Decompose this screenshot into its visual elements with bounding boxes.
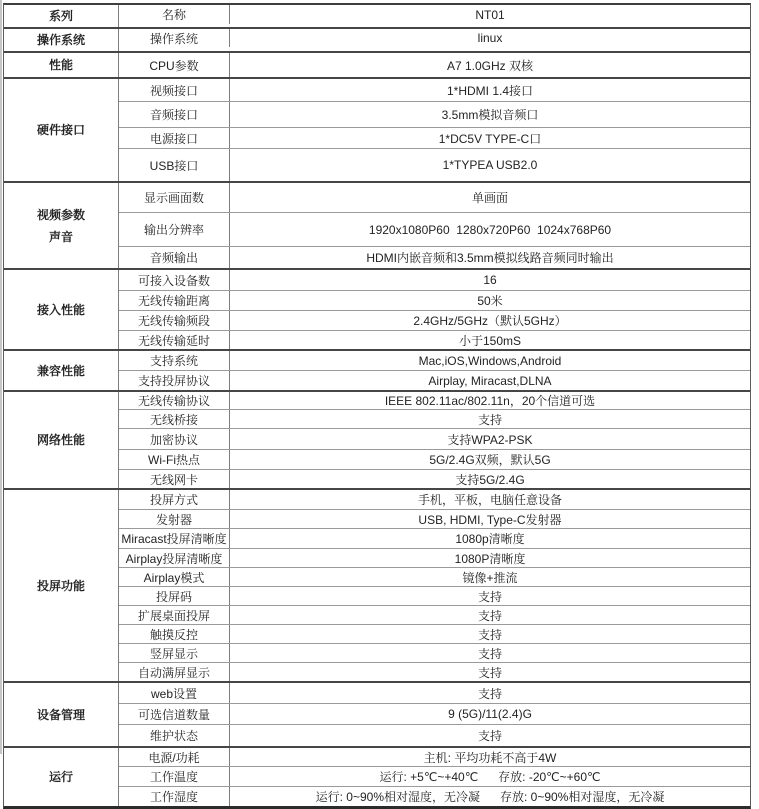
table-row <box>119 330 750 349</box>
spec-value-cell: NT01 <box>475 7 505 22</box>
category-cell: 运行 <box>4 748 119 806</box>
spec-value-cell: Mac,iOS,Windows,Android <box>418 353 562 368</box>
spec-section <box>4 51 750 77</box>
spec-section <box>4 349 750 390</box>
spec-value-cell: Airplay, Miracast,DLNA <box>428 373 552 388</box>
section-rows <box>119 29 750 51</box>
spec-name-cell: 工作湿度 <box>119 787 230 806</box>
category-cell: 投屏功能 <box>4 490 119 681</box>
spec-name-cell: Airplay模式 <box>119 568 230 586</box>
spec-value-cell: HDMI内嵌音频和3.5mm模拟线路音频同时输出 <box>366 251 614 266</box>
spec-section <box>4 390 750 488</box>
spec-name-cell: 发射器 <box>119 510 230 528</box>
table-row <box>119 605 750 624</box>
spec-value-cell: 9 (5G)/11(2.4)G <box>448 707 532 722</box>
spec-name-cell: CPU参数 <box>119 53 230 77</box>
table-row <box>119 624 750 643</box>
table-row <box>119 703 750 724</box>
spec-name-cell: 电源接口 <box>119 128 230 148</box>
table-row <box>119 270 750 290</box>
table-row <box>119 127 750 148</box>
table-row <box>119 748 750 766</box>
spec-value-cell: 支持 <box>477 646 502 661</box>
spec-name-cell: Airplay投屏清晰度 <box>119 549 230 567</box>
spec-value-cell: IEEE 802.11ac/802.11n，20个信道可选 <box>384 394 596 409</box>
table-row <box>119 351 750 370</box>
table-row <box>119 5 750 24</box>
table-row <box>119 548 750 567</box>
spec-name-cell: 无线传输距离 <box>119 291 230 310</box>
spec-name-cell: 可选信道数量 <box>119 704 230 724</box>
spec-value-cell: 5G/2.4G双频，默认5G <box>429 453 551 468</box>
spec-value-cell: 运行: 0~90%相对湿度，无冷凝 存放: 0~90%相对湿度，无冷凝 <box>315 790 665 805</box>
table-row <box>119 528 750 548</box>
table-row <box>119 469 750 488</box>
table-row <box>119 148 750 181</box>
spec-value-cell: 单画面 <box>471 191 508 206</box>
table-row <box>119 212 750 246</box>
category-cell: 兼容性能 <box>4 351 119 390</box>
spec-name-cell: 操作系统 <box>119 29 230 47</box>
spec-value-cell: 1920x1080P60 1280x720P60 1024x768P60 <box>368 222 612 237</box>
spec-name-cell: 扩展桌面投屏 <box>119 606 230 624</box>
table-row <box>119 490 750 509</box>
spec-value-cell: 支持 <box>477 665 502 680</box>
spec-name-cell: Miracast投屏清晰度 <box>119 529 230 548</box>
spec-value-cell: 支持 <box>477 589 502 604</box>
spec-name-cell: 投屏方式 <box>119 490 230 509</box>
spec-value-cell: 50米 <box>477 294 503 309</box>
product-spec-table <box>3 3 751 809</box>
spec-name-cell: 音频输出 <box>119 247 230 268</box>
table-row <box>119 409 750 428</box>
spec-name-cell: 自动满屏显示 <box>119 663 230 681</box>
category-cell: 设备管理 <box>4 683 119 746</box>
spec-value-cell: 运行: +5℃~+40℃ 存放: -20℃~+60℃ <box>379 770 601 785</box>
category-cell: 硬件接口 <box>4 79 119 181</box>
spec-value-cell: 镜像+推流 <box>462 570 518 585</box>
spec-value-cell: 1080P清晰度 <box>454 551 526 566</box>
page-left-edge <box>0 0 2 754</box>
section-rows <box>119 53 750 77</box>
table-row <box>119 290 750 310</box>
table-row <box>119 567 750 586</box>
spec-name-cell: 维护状态 <box>119 725 230 746</box>
spec-value-cell: 1*HDMI 1.4接口 <box>446 83 534 98</box>
section-rows <box>119 79 750 181</box>
spec-name-cell: 支持系统 <box>119 351 230 370</box>
table-row <box>119 392 750 409</box>
spec-name-cell: 无线传输频段 <box>119 311 230 330</box>
spec-value-cell: 支持 <box>477 627 502 642</box>
category-cell: 接入性能 <box>4 270 119 349</box>
spec-name-cell: 无线传输延时 <box>119 331 230 349</box>
table-row <box>119 662 750 681</box>
spec-value-cell: 支持 <box>477 412 502 427</box>
spec-section <box>4 5 750 27</box>
table-row <box>119 724 750 746</box>
spec-value-cell: 支持 <box>477 608 502 623</box>
spec-name-cell: 支持投屏协议 <box>119 371 230 390</box>
table-row <box>119 786 750 806</box>
spec-name-cell: 显示画面数 <box>119 183 230 212</box>
table-row <box>119 310 750 330</box>
table-row <box>119 53 750 77</box>
spec-value-cell: 支持WPA2-PSK <box>447 432 533 447</box>
table-row <box>119 29 750 47</box>
table-row <box>119 586 750 605</box>
category-cell: 操作系统 <box>4 29 119 51</box>
spec-name-cell: 竖屏显示 <box>119 644 230 662</box>
spec-name-cell: 无线传输协议 <box>119 392 230 409</box>
spec-name-cell: 可接入设备数 <box>119 270 230 290</box>
spec-value-cell: 1*DC5V TYPE-C口 <box>438 131 542 146</box>
spec-name-cell: web设置 <box>119 683 230 703</box>
spec-name-cell: 名称 <box>119 5 230 24</box>
spec-name-cell: 无线桥接 <box>119 410 230 428</box>
spec-name-cell: USB接口 <box>119 149 230 181</box>
table-row <box>119 683 750 703</box>
table-row <box>119 449 750 469</box>
spec-section <box>4 488 750 681</box>
section-rows <box>119 270 750 349</box>
spec-name-cell: Wi-Fi热点 <box>119 450 230 469</box>
spec-value-cell: 小于150mS <box>458 333 522 348</box>
section-rows <box>119 392 750 488</box>
spec-name-cell: 视频接口 <box>119 79 230 101</box>
spec-value-cell: 1*TYPEA USB2.0 <box>442 158 538 173</box>
table-row <box>119 509 750 528</box>
spec-value-cell: linux <box>477 31 503 46</box>
table-row <box>119 183 750 212</box>
table-row <box>119 428 750 449</box>
spec-name-cell: 输出分辨率 <box>119 213 230 246</box>
spec-value-cell: 16 <box>483 273 497 288</box>
spec-name-cell: 无线网卡 <box>119 470 230 488</box>
spec-value-cell: 手机，平板，电脑任意设备 <box>417 493 562 508</box>
spec-name-cell: 触摸反控 <box>119 625 230 643</box>
spec-section <box>4 681 750 746</box>
table-row <box>119 79 750 101</box>
spec-value-cell: 3.5mm模拟音频口 <box>441 108 539 123</box>
spec-value-cell: 主机: 平均功耗不高于4W <box>423 750 557 765</box>
spec-name-cell: 电源/功耗 <box>119 748 230 766</box>
spec-name-cell: 加密协议 <box>119 429 230 449</box>
table-row <box>119 643 750 662</box>
spec-section <box>4 181 750 268</box>
spec-name-cell: 音频接口 <box>119 102 230 127</box>
spec-value-cell: 2.4GHz/5GHz（默认5GHz） <box>413 314 567 329</box>
category-cell: 视频参数 声音 <box>4 183 119 268</box>
spec-section <box>4 27 750 51</box>
section-rows <box>119 351 750 390</box>
spec-value-cell: 支持5G/2.4G <box>455 472 525 487</box>
table-row <box>119 246 750 268</box>
table-row <box>119 101 750 127</box>
spec-name-cell: 投屏码 <box>119 587 230 605</box>
section-rows <box>119 683 750 746</box>
category-cell: 网络性能 <box>4 392 119 488</box>
table-row <box>119 370 750 390</box>
spec-value-cell: A7 1.0GHz 双核 <box>446 58 534 73</box>
section-rows <box>119 490 750 681</box>
spec-value-cell: 支持 <box>477 729 502 744</box>
spec-value-cell: 1080p清晰度 <box>455 532 525 547</box>
spec-section <box>4 268 750 349</box>
table-row <box>119 766 750 786</box>
section-rows <box>119 183 750 268</box>
spec-value-cell: 支持 <box>477 686 502 701</box>
spec-section <box>4 746 750 806</box>
section-rows <box>119 5 750 27</box>
spec-value-cell: USB, HDMI, Type-C发射器 <box>418 512 562 527</box>
section-rows <box>119 748 750 806</box>
spec-section <box>4 77 750 181</box>
category-cell: 系列 <box>4 5 119 27</box>
spec-name-cell: 工作温度 <box>119 767 230 786</box>
category-cell: 性能 <box>4 53 119 77</box>
